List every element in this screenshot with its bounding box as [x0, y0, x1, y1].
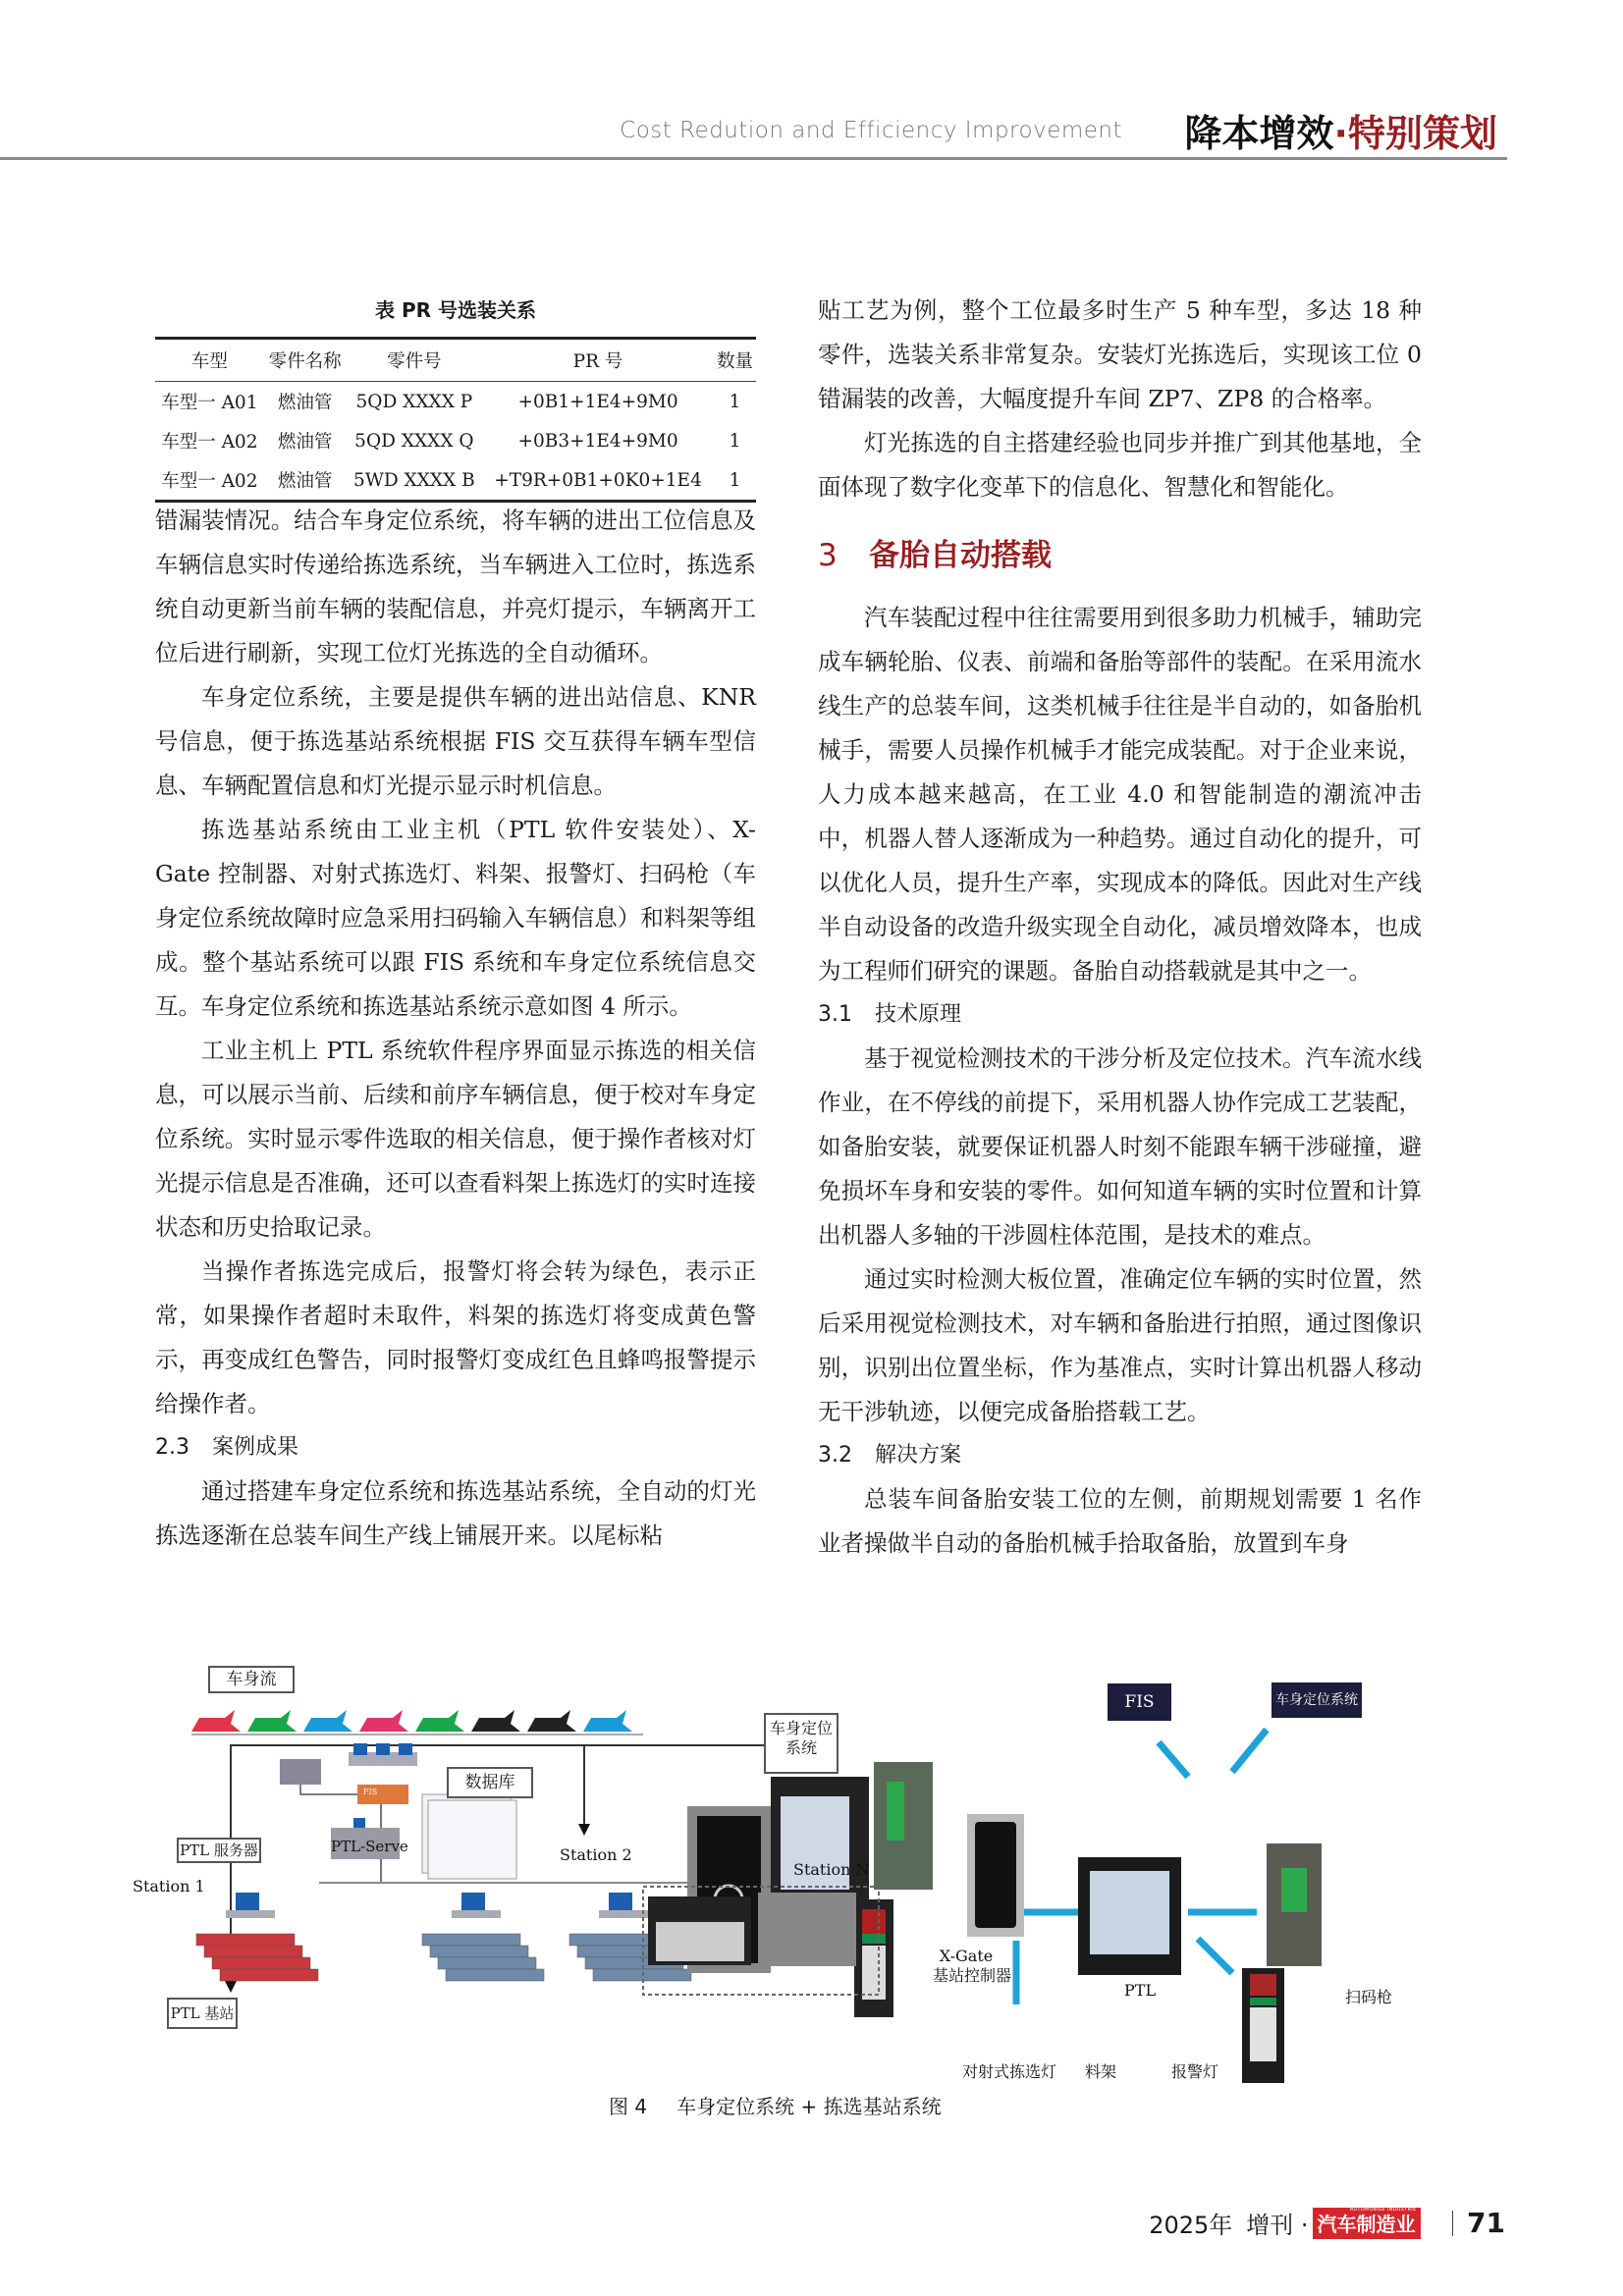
body-positioning-box: [764, 1713, 839, 1774]
xgate-line-2: 基站控制器: [933, 1966, 1012, 1985]
section-number: 3: [818, 538, 838, 573]
section-number: 3.1: [818, 1002, 852, 1027]
page-footer: [1149, 2206, 1505, 2240]
section-title: 技术原理: [875, 1002, 962, 1027]
header-title-section: 特别策划: [1347, 112, 1497, 155]
section-title: 案例成果: [212, 1435, 299, 1460]
body-flow-label: 车身流: [208, 1666, 295, 1693]
magazine-logo-en: AUTOMOBILE INDUSTRIE: [1349, 2206, 1417, 2213]
ptl-server-label: PTL 服务器: [177, 1838, 261, 1863]
database-label: 数据库: [447, 1767, 533, 1798]
paragraph: 基于视觉检测技术的干涉分析及定位技术。汽车流水线作业，在不停线的前提下，采用机器人协作完成工艺装配，如备胎安装，就要保证机器人时刻不能跟车辆干涉碰撞，避免损坏车身和安装的零件。如何知道车辆的实时位置和计算出机器人多轴的干涉圆柱体范围，是技术的难点。: [818, 1044, 1422, 1249]
pr-table: [155, 337, 756, 503]
table-row: [155, 382, 756, 422]
section-title: 备胎自动搭载: [869, 538, 1052, 573]
header-chinese-title: [1185, 103, 1497, 157]
ptl-label: PTL: [1124, 1981, 1157, 2000]
alarm-light-label: 报警灯: [1171, 2062, 1219, 2081]
footer-issue: 增刊 ·: [1246, 2212, 1309, 2239]
table-cell: 1: [714, 460, 756, 502]
paragraph: 当操作者拣选完成后，报警灯将会转为绿色，表示正常，如果操作者超时未取件，料架的拣选灯将变成黄色警示，再变成红色警告，同时报警灯变成红色且蜂鸣报警提示给操作者。: [155, 1257, 756, 1417]
table-cell: 车型一 A02: [155, 460, 264, 502]
xgate-label: [933, 1947, 1012, 1986]
table-title: 表 PR 号选装关系: [375, 298, 536, 322]
scanner-gun-photo: [1267, 1843, 1322, 1966]
table-cell: 燃油管: [277, 393, 333, 413]
arrow-body-ptl: [1232, 1730, 1267, 1772]
paragraph: 灯光拣选的自主搭建经验也同步并推广到其他基地，全面体现了数字化变革下的信息化、智慧化和智能化。: [818, 429, 1422, 501]
magazine-logo-cn: 汽车制造业: [1317, 2212, 1416, 2236]
ptl-serve-label: PTL-Serve: [331, 1838, 408, 1855]
section-number: 2.3: [155, 1435, 189, 1460]
fis-box-label: FIS: [1108, 1683, 1171, 1721]
column-header: 零件号: [347, 339, 483, 382]
alarm-photo: [1242, 1968, 1284, 2083]
magazine-logo: [1313, 2208, 1421, 2239]
running-header: [0, 98, 1507, 160]
paragraph: 汽车装配过程中往往需要用到很多助力机械手，辅助完成车辆轮胎、仪表、前端和备胎等部件的装配。在采用流水线生产的总装车间，这类机械手往往是半自动的，如备胎机械手，需要人员操作机械手才能完成装配。对于企业来说，人力成本越来越高，在工业 4.0 和智能制造的潮流冲击中，机器人替人逐渐成为一种趋势。通过自动化的提升，可以优化人员，提升生产率，实现成本的降低。因此对生产线半自动设备的改造升级实现全自动化，减员增效降本，也成为工程师们研究的课题。备胎自动搭载就是其中之一。: [818, 604, 1422, 985]
column-header: 车型: [155, 339, 264, 382]
arrow-fis-ptl: [1159, 1742, 1188, 1777]
rack-label: 料架: [1085, 2062, 1117, 2081]
paragraph: 贴工艺为例，整个工位最多时生产 5 种车型，多达 18 种零件，选装关系非常复杂。安装灯光拣选后，实现该工位 0 错漏装的改善，大幅度提升车间 ZP7、ZP8 的合格率。: [818, 296, 1422, 412]
table-cell: 燃油管: [277, 432, 333, 453]
figure-caption-text: 车身定位系统 + 拣选基站系统: [676, 2095, 942, 2118]
paragraph: 拣选基站系统由工业主机（PTL 软件安装处）、X-Gate 控制器、对射式拣选灯、料架、报警灯、扫码枪（车身定位系统故障时应急采用扫码输入车辆信息）和料架等组成。整个基站系统可以跟 FIS 系统和车身定位系统信息交互。车身定位系统和拣选基站系统示意如图 4 所示。: [155, 816, 756, 1020]
paragraph: 错漏装情况。结合车身定位系统，将车辆的进出工位信息及车辆信息实时传递给拣选系统，当车辆进入工位时，拣选系统自动更新当前车辆的装配信息，并亮灯提示，车辆离开工位后进行刷新，实现工位灯光拣选的全自动循环。: [155, 507, 756, 667]
section-number: 3.2: [818, 1443, 852, 1468]
footer-year: 2025年: [1149, 2212, 1233, 2239]
table-cell: 5QD XXXX P: [355, 391, 473, 412]
table-cell: 燃油管: [264, 460, 347, 502]
table-cell: +0B3+1E4+9M0: [517, 430, 678, 452]
figure-caption: [609, 2091, 942, 2119]
page-separator: [1452, 2211, 1454, 2236]
header-english-title: Cost Redution and Efficiency Improvement: [620, 118, 1122, 143]
scanner-label: 扫码枪: [1345, 1988, 1393, 2006]
section-heading-3-2: [818, 1434, 1422, 1477]
header-separator: ·: [1333, 112, 1348, 155]
body-positioning-box-label: 车身定位系统: [1271, 1682, 1362, 1718]
arrow-alarm-ptl: [1198, 1939, 1232, 1973]
table-row: [155, 460, 756, 502]
table-header-row: [155, 339, 756, 382]
table-row: [155, 421, 756, 460]
left-column: [155, 499, 756, 1558]
table-cell: 1: [729, 391, 741, 412]
station-2-label: Station 2: [560, 1845, 632, 1864]
ptl-photo: [1078, 1857, 1181, 1975]
table-cell: 车型一 A01: [161, 393, 258, 413]
section-title: 解决方案: [875, 1443, 962, 1468]
paragraph: 通过搭建车身定位系统和拣选基站系统，全自动的灯光拣选逐渐在总装车间生产线上铺展开来。以尾标粘: [155, 1477, 756, 1549]
station-n-label: Station N: [793, 1860, 870, 1879]
paragraph: 工业主机上 PTL 系统软件程序界面显示拣选的相关信息，可以展示当前、后续和前序车辆信息，便于校对车身定位系统。实时显示零件选取的相关信息，便于操作者核对灯光提示信息是否准确，还可以查看料架上拣选灯的实时连接状态和历史拾取记录。: [155, 1037, 756, 1241]
fis-small-label: FIS: [363, 1788, 378, 1796]
section-heading-3-1: [818, 993, 1422, 1037]
paragraph: 车身定位系统，主要是提供车辆的进出站信息、KNR 号信息，便于拣选基站系统根据 FIS 交互获得车辆车型信息、车辆配置信息和灯光提示显示时机信息。: [155, 683, 756, 799]
body-positioning-text: 车身定位系统: [770, 1719, 834, 1757]
table-cell: 车型一 A02: [161, 432, 258, 453]
column-header: 零件名称: [264, 339, 347, 382]
station-1-label: Station 1: [133, 1877, 205, 1896]
paragraph: 总装车间备胎安装工位的左侧，前期规划需要 1 名作业者操做半自动的备胎机械手拾取备胎，放置到车身: [818, 1485, 1422, 1557]
table-cell: 5QD XXXX Q: [354, 430, 474, 452]
header-title-main: 降本增效: [1184, 112, 1334, 155]
figure-number: 图 4: [609, 2095, 648, 2118]
xgate-photo: [967, 1814, 1024, 1937]
table-cell: 1: [729, 430, 741, 452]
right-column: [818, 289, 1422, 1566]
xgate-line-1: X-Gate: [939, 1947, 994, 1965]
ptl-base-station-label: PTL 基站: [167, 1998, 238, 2029]
page-number: 71: [1467, 2207, 1505, 2239]
table-cell: +0B1+1E4+9M0: [517, 391, 678, 412]
section-heading-3: [818, 536, 1422, 575]
table-cell: +T9R+0B1+0K0+1E4: [482, 460, 714, 502]
column-header: PR 号: [482, 339, 714, 382]
column-header: 数量: [714, 339, 756, 382]
figure-4: [133, 1669, 1424, 2081]
paragraph: 通过实时检测大板位置，准确定位车辆的实时位置，然后采用视觉检测技术，对车辆和备胎进行拍照，通过图像识别，识别出位置坐标，作为基准点，实时计算出机器人移动无干涉轨迹，以便完成备胎搭载工艺。: [818, 1265, 1422, 1425]
table-cell: 5WD XXXX B: [347, 460, 483, 502]
pick-light-label: 对射式拣选灯: [962, 2062, 1057, 2081]
section-heading-2-3: [155, 1426, 756, 1469]
